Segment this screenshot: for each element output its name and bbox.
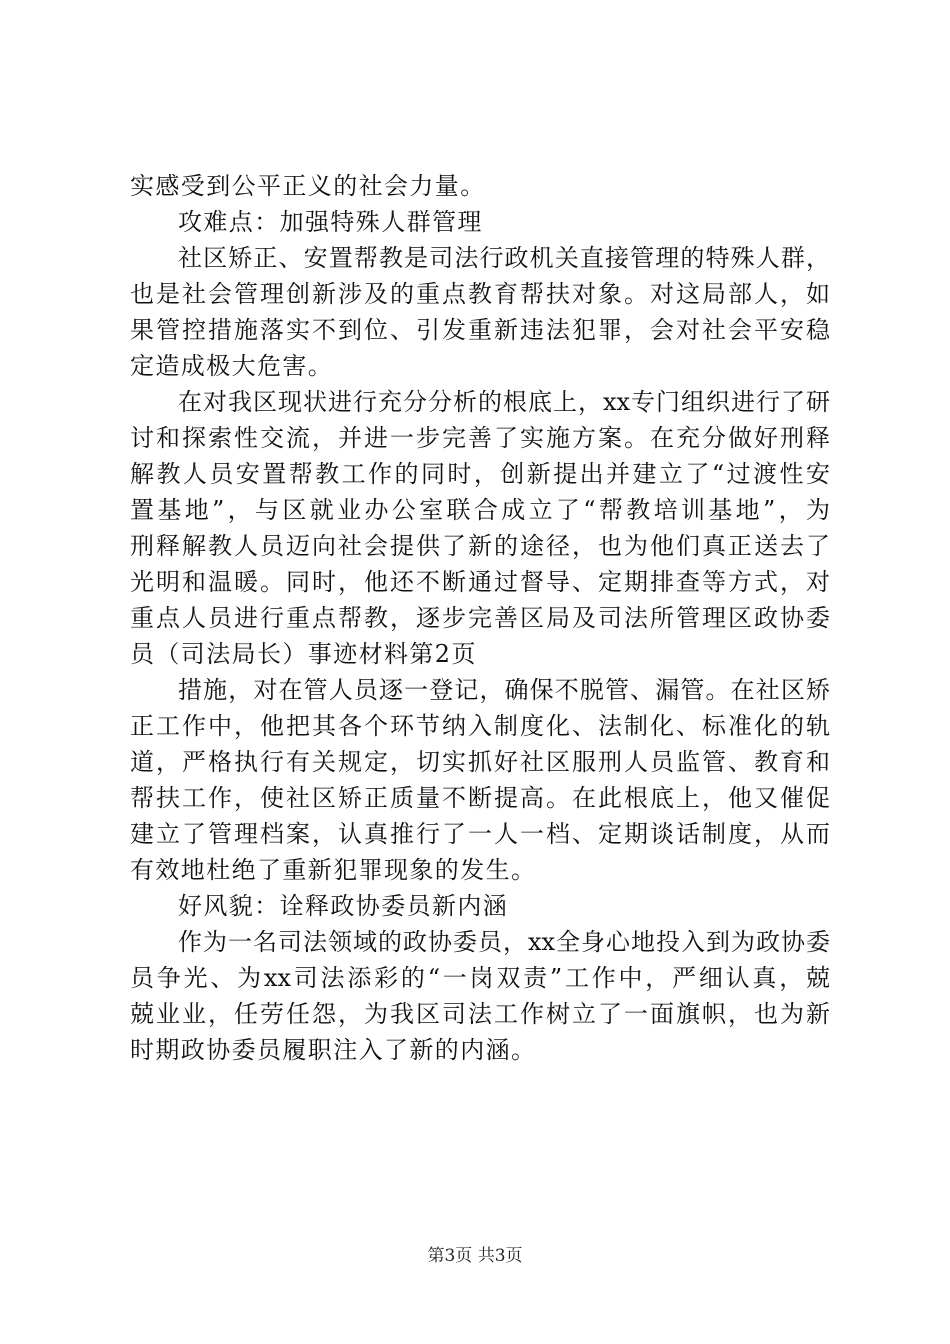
text-line: 实感受到公平正义的社会力量。 xyxy=(130,172,486,200)
text-line: 措施，对在管人员逐一登记，确保不脱管、漏管。在社区矫 xyxy=(178,676,830,704)
text-line: 果管控措施落实不到位、引发重新违法犯罪，会对社会平安稳 xyxy=(130,316,830,344)
text-line: 道，严格执行有关规定，切实抓好社区服刑人员监管、教育和 xyxy=(130,748,830,776)
text-line: 帮扶工作，使社区矫正质量不断提高。在此根底上，他又催促 xyxy=(130,784,830,812)
text-line: 重点人员进行重点帮教，逐步完善区局及司法所管理区政协委 xyxy=(130,604,830,632)
text-line: 光明和温暖。同时，他还不断通过督导、定期排查等方式，对 xyxy=(130,568,830,596)
text-line: 置基地”，与区就业办公室联合成立了“帮教培训基地”，为 xyxy=(130,496,830,524)
text-line: 时期政协委员履职注入了新的内涵。 xyxy=(130,1036,537,1064)
text-line: 正工作中，他把其各个环节纳入制度化、法制化、标准化的轨 xyxy=(130,712,830,740)
text-line: 有效地杜绝了重新犯罪现象的发生。 xyxy=(130,856,537,884)
text-line: 定造成极大危害。 xyxy=(130,352,334,380)
text-line: 讨和探索性交流，并进一步完善了实施方案。在充分做好刑释 xyxy=(130,424,830,452)
text-line: 解教人员安置帮教工作的同时，创新提出并建立了“过渡性安 xyxy=(130,460,830,488)
text-line: 刑释解教人员迈向社会提供了新的途径，也为他们真正送去了 xyxy=(130,532,830,560)
text-line: 作为一名司法领域的政协委员，xx全身心地投入到为政协委 xyxy=(178,928,830,956)
document-body xyxy=(130,168,830,1068)
section-heading: 攻难点：加强特殊人群管理 xyxy=(178,208,483,236)
page-footer: 第3页 共3页 xyxy=(427,1246,523,1266)
text-line: 社区矫正、安置帮教是司法行政机关直接管理的特殊人群， xyxy=(178,244,830,272)
text-line: 兢业业，任劳任怨，为我区司法工作树立了一面旗帜，也为新 xyxy=(130,1000,830,1028)
text-line: 也是社会管理创新涉及的重点教育帮扶对象。对这局部人，如 xyxy=(130,280,830,308)
section-heading: 好风貌：诠释政协委员新内涵 xyxy=(178,892,509,920)
text-line: 员争光、为xx司法添彩的“一岗双责”工作中，严细认真，兢 xyxy=(130,964,830,992)
text-line: 在对我区现状进行充分分析的根底上，xx专门组织进行了研 xyxy=(178,388,830,416)
text-line: 建立了管理档案，认真推行了一人一档、定期谈话制度，从而 xyxy=(130,820,830,848)
text-line: 员（司法局长）事迹材料第2页 xyxy=(130,640,477,668)
